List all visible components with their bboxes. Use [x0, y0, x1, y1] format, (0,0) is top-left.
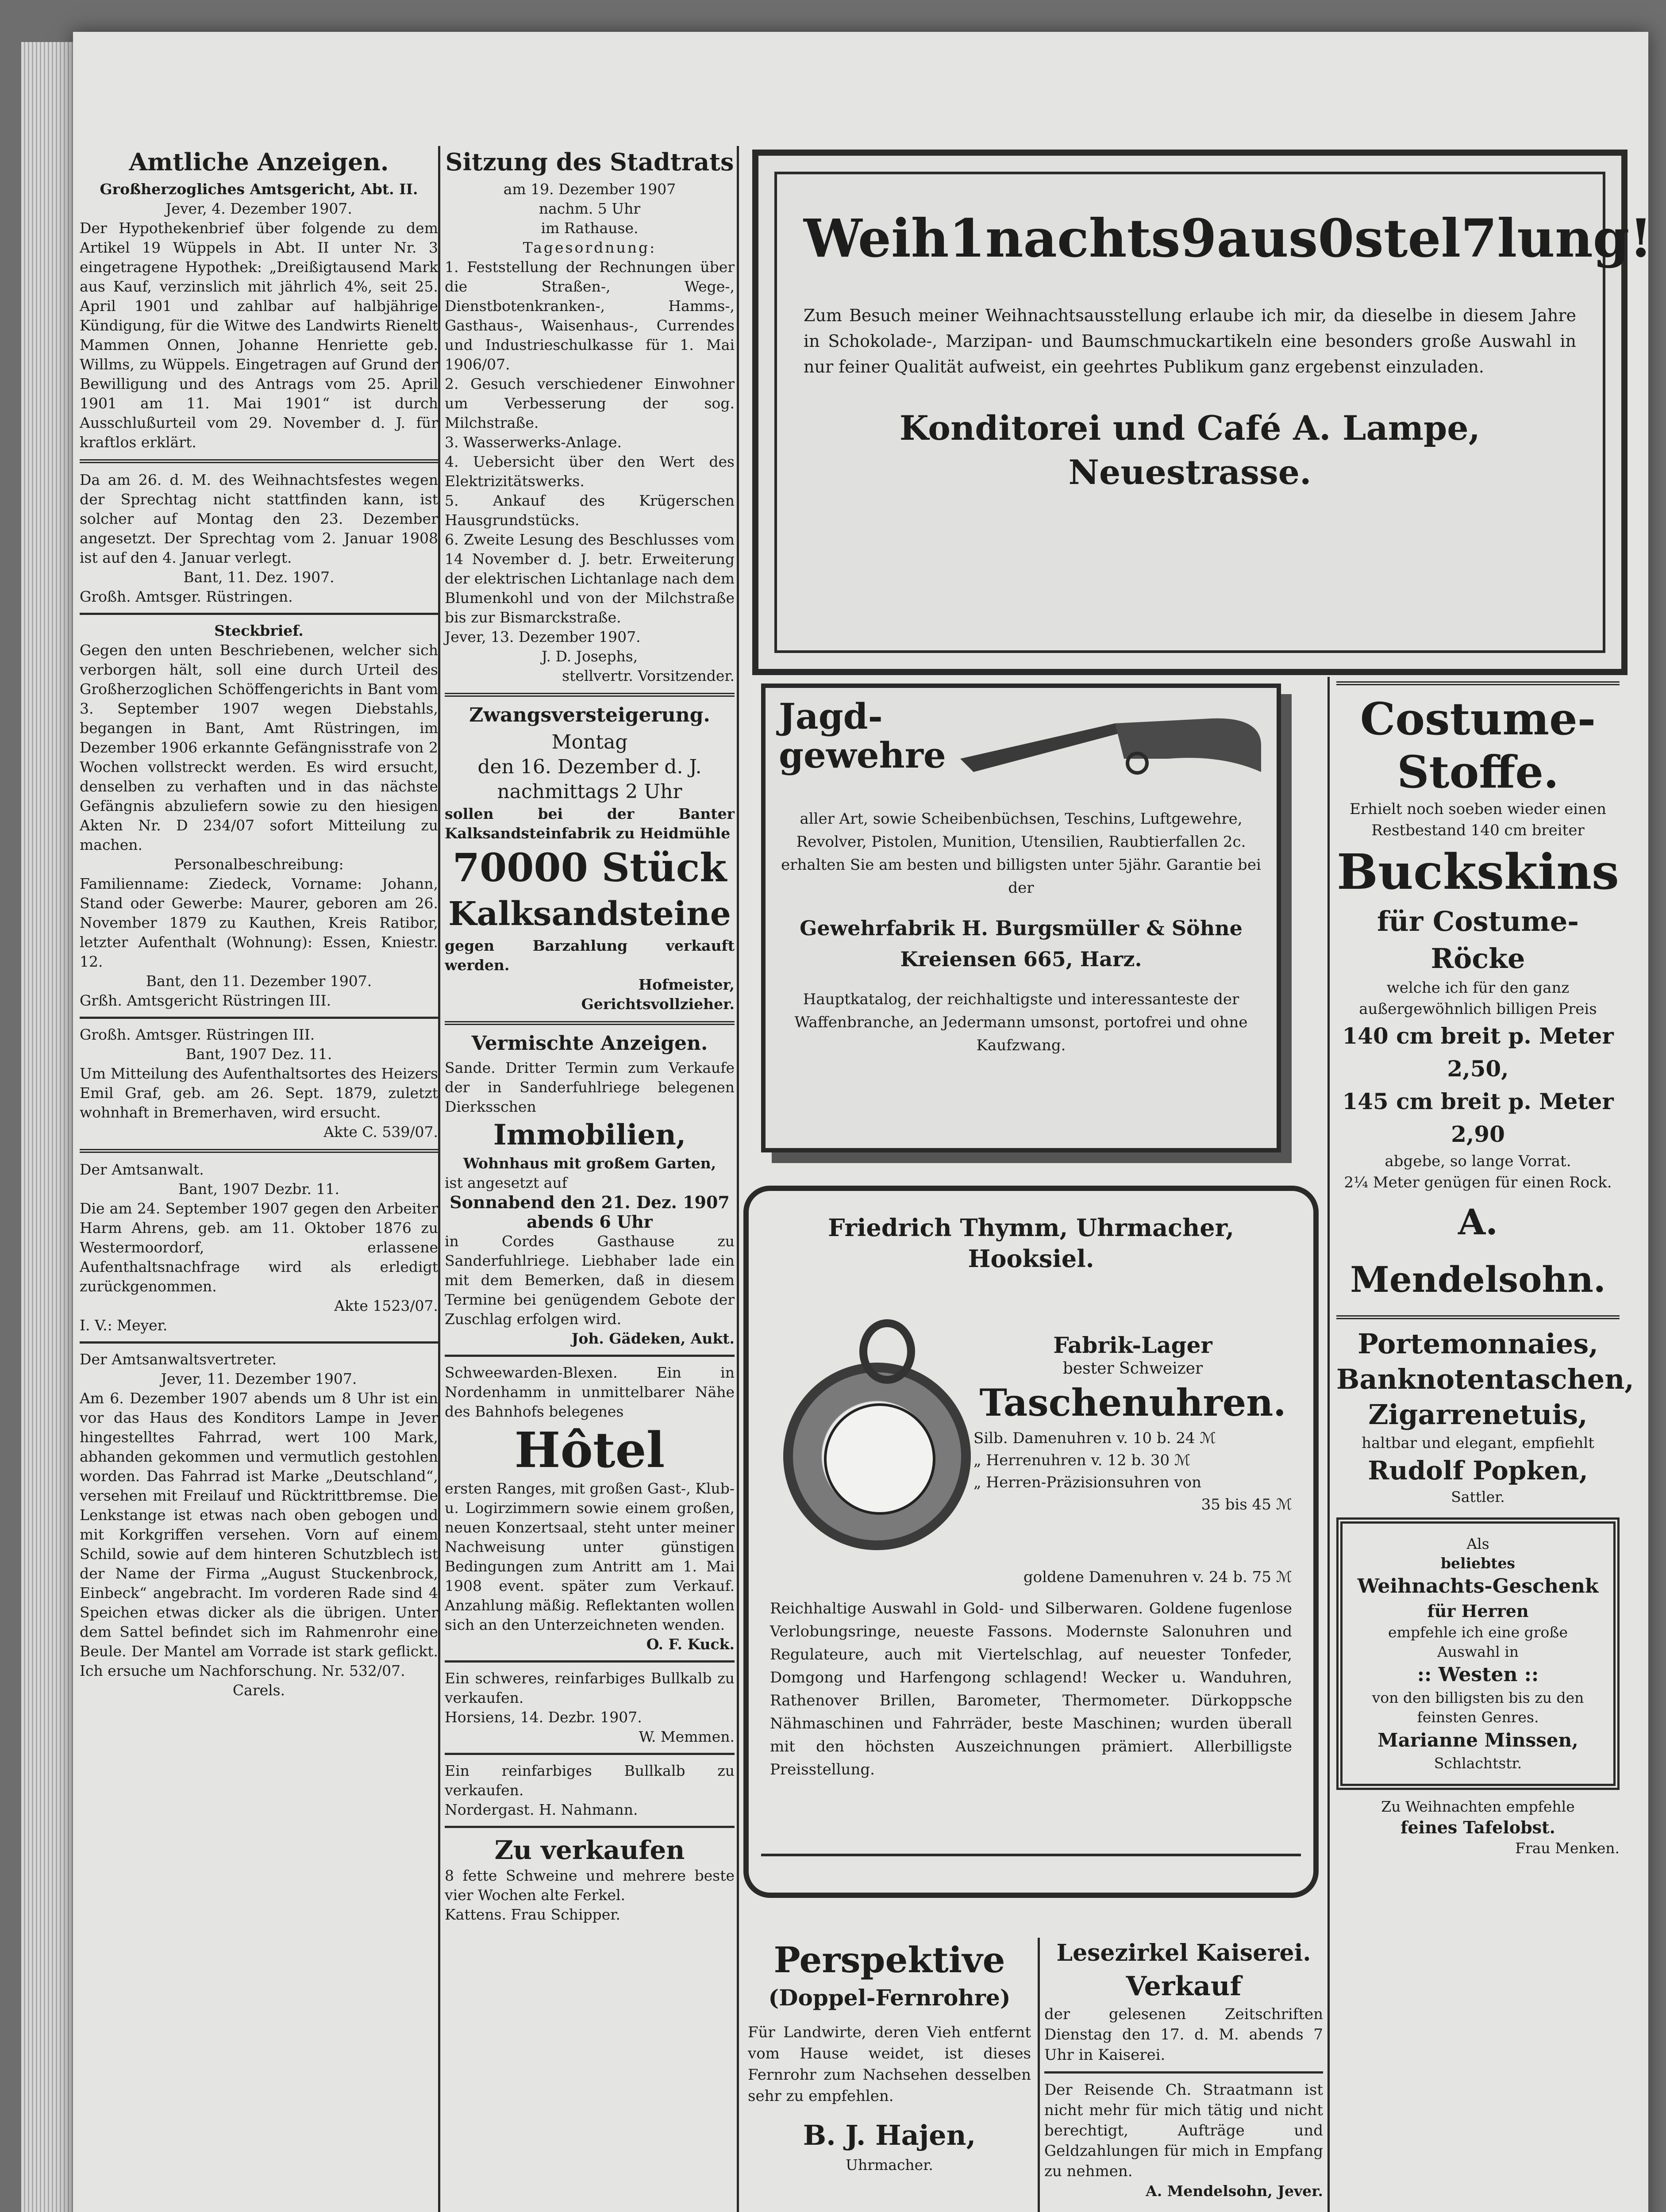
notice-date: Jever, 4. Dezember 1907.: [165, 200, 352, 217]
divider: [80, 1341, 438, 1344]
costume-title2: Stoffe.: [1397, 746, 1559, 798]
vest-w9: Schlachtstr.: [1434, 1755, 1522, 1772]
vest-w4: für Herren: [1427, 1601, 1529, 1621]
ad-hunting-rifles: [761, 684, 1281, 1152]
hotel-text: Schweewarden-Blexen. Ein in Nordenhamm in unmittelbarer Nähe des Bahnhofs belegenes: [445, 1364, 735, 1420]
meeting-time: nachm. 5 Uhr: [539, 200, 641, 217]
vest-w7: von den billigsten bis zu den feinsten Genres.: [1372, 1689, 1584, 1726]
vest-w2: beliebtes: [1440, 1555, 1516, 1572]
pocket-watch-icon: [783, 1363, 971, 1550]
notice-date: Jever, 11. Dezember 1907.: [161, 1370, 357, 1387]
divider: [445, 693, 735, 697]
section-title-stadtrat: Sitzung des Stadtrats: [445, 148, 734, 176]
hunt-title-line1: Jagd-: [779, 695, 883, 737]
meeting-place: im Rathause.: [541, 219, 639, 237]
sale-sign: Kattens. Frau Schipper.: [445, 1906, 620, 1923]
column-rule-3: [1327, 677, 1330, 2212]
divider: [80, 1017, 438, 1019]
notice-sign: Carels.: [232, 1682, 285, 1699]
agenda-item: 4. Uebersicht über den Wert des Elektrizitätswerks.: [445, 453, 735, 490]
wallet-firm: Rudolf Popken,: [1368, 1455, 1588, 1486]
watch-price3: „ Herren-Präzisionsuhren von: [973, 1474, 1201, 1491]
hunt-firm: Gewehrfabrik H. Burgsmüller & Söhne: [800, 916, 1243, 940]
notice-text: Da am 26. d. M. des Weihnachtsfestes wegen der Sprechtag nicht stattfinden kann, ist solcher auf Montag den 23. Dezember angesetzt. Der Sprechtag vom 2. Januar 1908 ist auf den 4. Januar verlegt.: [80, 471, 438, 566]
wallet-title1: Portemonnaies,: [1358, 1328, 1598, 1360]
agenda-item: 5. Ankauf des Krügerschen Hausgrundstücks.: [445, 492, 735, 529]
notice-sign: Großh. Amtsger. Rüstringen.: [80, 588, 293, 605]
column-rule-1: [438, 146, 440, 2212]
watch-offer: [973, 1332, 1292, 1516]
watch-big: Taschenuhren.: [979, 1381, 1286, 1425]
notice-text: Familienname: Ziedeck, Vorname: Johann, Stand oder Gewerbe: Maurer, geboren am 26. November 1879 zu Kauthen, Kreis Ratibor, letzter Aufenthalt (Wohnung): Essen, Kniestr. 12.: [80, 875, 438, 970]
persp-trade: Uhrmacher.: [846, 2156, 933, 2174]
divider: [1336, 1315, 1620, 1319]
auction-item: Kalksandsteine: [448, 895, 731, 933]
ad-watchmaker: [743, 1186, 1319, 1898]
column-rule-2: [737, 146, 739, 2212]
notice-date: Bant, 1907 Dez. 11.: [185, 1045, 332, 1063]
hunt-place: Kreiensen 665, Harz.: [900, 947, 1142, 971]
watch-face-icon: [824, 1403, 935, 1515]
watch-price5: goldene Damenuhren v. 24 b. 75 ℳ: [1023, 1568, 1292, 1586]
divider: [1044, 2071, 1323, 2074]
vest-w1: Als: [1466, 1535, 1489, 1552]
vest-w5: empfehle ich eine große Auswahl in: [1388, 1624, 1568, 1660]
auction-terms: gegen Barzahlung verkauft werden.: [445, 937, 735, 974]
watch-text: Reichhaltige Auswahl in Gold- und Silberwaren. Goldene fugenlose Verlobungsringe, neueste Fassons. Modernste Salonuhren und Regulateure, auch mit Viertelschlag, auf neuester Tonfeder, Domgong und Harfengong schlagend! Wecker u. Wanduhren, Rathenover Brillen, Barometer, Thermometer. Dürkoppsche Nähmaschinen und Fahrräder, beste Maschinen; wurden überall mit den höchsten Auszeichnungen prämiert. Allerbilligste Preisstellung.: [770, 1600, 1292, 1778]
persp-text: Für Landwirte, deren Vieh entfernt vom Hause weidet, ist dieses Fernrohr zum Nachsehen desselben sehr zu empfehlen.: [748, 2024, 1031, 2105]
column-council-and-misc: [445, 146, 735, 1924]
auction-sign-role: Gerichtsvollzieher.: [581, 995, 735, 1013]
divider: [445, 1660, 735, 1663]
lese-sub: Verkauf: [1126, 1971, 1242, 2002]
notice-sign: I. V.: Meyer.: [80, 1317, 168, 1334]
banner-firm: Konditorei und Café A. Lampe, Neuestrasse.: [899, 408, 1481, 492]
auction-quantity: 70000 Stück: [452, 845, 727, 891]
banner-title: Weih1nachts9aus0stel7lung!: [804, 207, 1653, 269]
agenda-item: 1. Feststellung der Rechnungen über die Straßen-, Wege-, Dienstbotenkranken-, Hamms-, Gasthaus-, Waisenhaus-, Currendes und Industrieschulkasse für 1. Mai 1906/07.: [445, 258, 735, 373]
sale-title: Zu verkaufen: [494, 1835, 685, 1865]
calf-text: Ein reinfarbiges Bullkalb zu verkaufen.: [445, 1762, 735, 1799]
watch-name: Friedrich Thymm, Uhrmacher,: [828, 1214, 1234, 1242]
fruit-sign: Frau Menken.: [1515, 1839, 1620, 1857]
meeting-sign-role: stellvertr. Vorsitzender.: [562, 667, 735, 684]
notice-subtitle: Personalbeschreibung:: [174, 856, 344, 873]
rifle-icon: [956, 706, 1266, 781]
divider: [445, 1021, 735, 1025]
watch-body: [770, 1566, 1292, 1781]
misc-sign: Joh. Gädeken, Aukt.: [571, 1330, 735, 1347]
watch-price1: Silb. Damenuhren v. 10 b. 24 ℳ: [973, 1429, 1216, 1447]
notice-text: Am 6. Dezember 1907 abends um 8 Uhr ist ein vor das Haus des Konditors Lampe in Jever hingestelltes Fahrrad, wert 100 Mark, abhanden gekommen und vermutlich gestohlen worden. Das Fahrrad ist Marke „Deutschland“, versehen mit Freilauf und Rücktrittbremse. Die Lenkstange ist etwas nach oben gebogen und mit Korkgriffen versehen. Vorn auf einem Schild, sowie auf dem hinteren Schutzblech ist der Name der Firma „August Stuckenbrock, Einbeck“ angebracht. Im vorderen Rade sind 4 Speichen etwas dicker als die übrigen. Unter dem Sattel befindet sich im Rahmenrohr eine Beule. Der Mantel am Vorrade ist stark geflickt. Ich ersuche um Nachforschung. Nr. 532/07.: [80, 1390, 438, 1679]
price-line-2: 145 cm breit p. Meter 2,90: [1342, 1088, 1614, 1147]
notice-date: Bant, 11. Dez. 1907.: [183, 568, 335, 586]
watch-price2: „ Herrenuhren v. 12 b. 30 ℳ: [973, 1452, 1191, 1469]
meeting-sign: J. D. Josephs,: [541, 648, 638, 665]
wallet-text: haltbar und elegant, empfiehlt: [1362, 1434, 1594, 1452]
hotel-text: ersten Ranges, mit großen Gast-, Klub- u. Logirzimmern sowie einem großen, neuen Konzertsaal, steht unter meiner Nachweisung unter günstigen Bedingungen zum Antritt am 1. Mai 1908 event. später zum Verkauf. Anzahlung mäßig. Reflektanten wollen sich an den Unterzeichneten wenden.: [445, 1480, 735, 1633]
ad-perspective: [748, 1938, 1031, 2175]
hunt-body: [779, 807, 1263, 1057]
notice-head: Großh. Amtsger. Rüstringen III.: [80, 1026, 315, 1043]
vest-w3: Weihnachts-Geschenk: [1357, 1575, 1599, 1598]
lese-text2: Der Reisende Ch. Straatmann ist nicht mehr für mich tätig und nicht berechtigt, Aufträge und Geldzahlungen für mich in Empfang zu nehmen.: [1044, 2081, 1323, 2180]
notice-head: Großherzogliches Amtsgericht, Abt. II.: [100, 180, 418, 198]
misc-text: Sande. Dritter Termin zum Verkaufe der in Sanderfuhlriege belegenen Dierksschen: [445, 1059, 735, 1115]
notice-title: Steckbrief.: [214, 622, 304, 639]
divider: [445, 1355, 735, 1357]
divider: [445, 1826, 735, 1828]
notice-sign: Grßh. Amtsgericht Rüstringen III.: [80, 992, 331, 1009]
roecke-text2: abgebe, so lange Vorrat.: [1385, 1152, 1571, 1170]
hotel-big: Hôtel: [514, 1421, 665, 1479]
lese-text: der gelesenen Zeitschriften Dienstag den 17. d. M. abends 7 Uhr in Kaiserei.: [1044, 2005, 1323, 2064]
divider: [445, 1753, 735, 1755]
watch-ring-icon: [859, 1319, 915, 1384]
agenda-title: Tagesordnung:: [523, 239, 657, 256]
meeting-date: am 19. Dezember 1907: [503, 180, 676, 198]
watch-l1: Fabrik-Lager: [1053, 1332, 1212, 1358]
sale-text: 8 fette Schweine und mehrere beste vier Wochen alte Ferkel.: [445, 1867, 735, 1904]
persp-sub: (Doppel-Fernrohre): [768, 1985, 1011, 2011]
hotel-sign: O. F. Kuck.: [646, 1636, 735, 1653]
calf-sign: W. Memmen.: [639, 1728, 735, 1745]
divider: [1336, 681, 1620, 685]
auction-text: sollen bei der Banter Kalksandsteinfabrik zu Heidmühle: [445, 805, 735, 842]
ad-christmas-exhibition: [752, 150, 1653, 675]
divider: [80, 613, 438, 615]
auction-time: nachmittags 2 Uhr: [497, 780, 682, 803]
divider: [80, 1149, 438, 1153]
calf-sign: Nordergast. H. Nahmann.: [445, 1801, 638, 1818]
buckskins-title: Buckskins: [1337, 843, 1619, 900]
persp-title: Perspektive: [773, 1939, 1005, 1981]
roecke-text3: 2¼ Meter genügen für einen Rock.: [1344, 1174, 1612, 1191]
wallet-title3: Zigarrenetuis,: [1368, 1398, 1588, 1431]
fruit-text2: feines Tafelobst.: [1401, 1817, 1555, 1837]
section-title-amtliche: Amtliche Anzeigen.: [129, 148, 389, 176]
misc-text: in Cordes Gasthause zu Sanderfuhlriege. Liebhaber lade ein mit dem Bemerken, daß in diesem Termine bei genügendem Gebote der Zuschlag erfolgen wird.: [445, 1233, 735, 1328]
auction-title: Zwangsversteigerung.: [469, 704, 710, 726]
fruit-text1: Zu Weihnachten empfehle: [1381, 1798, 1575, 1815]
notice-head: Der Amtsanwalt.: [80, 1161, 204, 1178]
ad-reading-circle: [1044, 1938, 1323, 2201]
agenda-item: 3. Wasserwerks-Anlage.: [445, 434, 622, 451]
hunt-title-line2: gewehre: [779, 734, 946, 776]
persp-firm: B. J. Hajen,: [803, 2119, 976, 2151]
banner-text: Zum Besuch meiner Weihnachtsausstellung erlaube ich mir, da dieselbe in diesem Jahre in Schokolade-, Marzipan- und Baumschmuckartikeln eine besonders große Auswahl in nur feiner Qualität aufweist, ein geehrtes Publikum ganz ergebenst einzuladen.: [804, 306, 1576, 376]
notice-text: Um Mitteilung des Aufenthaltsortes des Heizers Emil Graf, geb. am 26. Sept. 1879, zuletzt wohnhaft in Bremerhaven, wird ersucht.: [80, 1065, 438, 1121]
notice-date: Bant, den 11. Dezember 1907.: [146, 972, 372, 990]
misc-date: Sonnabend den 21. Dez. 1907: [450, 1192, 730, 1212]
wallet-trade: Sattler.: [1451, 1488, 1505, 1505]
divider: [80, 459, 438, 463]
lese-sign: A. Mendelsohn, Jever.: [1146, 2182, 1323, 2200]
agenda-item: 6. Zweite Lesung des Beschlusses vom 14 November d. J. betr. Erweiterung der elektrischen Lichtanlage nach dem Blumenkohl und von der Milchstraße bis zur Bismarckstraße.: [445, 531, 735, 626]
misc-big: Immobilien,: [493, 1118, 686, 1152]
misc-time: abends 6 Uhr: [527, 1212, 653, 1232]
vest-w6: :: Westen ::: [1417, 1663, 1539, 1686]
meeting-sign-date: Jever, 13. Dezember 1907.: [445, 628, 641, 645]
ornamental-frame: [743, 1186, 1319, 1898]
hunt-text: aller Art, sowie Scheibenbüchsen, Teschins, Luftgewehre, Revolver, Pistolen, Munition, Utensilien, Raubtierfallen 2c. erhalten Sie am besten und billigsten unter 5jähr. Garantie bei der: [781, 810, 1261, 897]
hunt-title: [779, 697, 946, 775]
notice-text: Gegen den unten Beschriebenen, welcher sich verborgen hält, soll eine durch Urteil des Großherzoglichen Schöffengerichts in Bant vom 3. September 1907 wegen Diebstahls, begangen in Bant, Amt Rüstringen, im Dezember 1906 erkannte Gefängnisstrafe von 2 Wochen vollstreckt werden. Es wird ersucht, denselben zu verhaften und in das nächste Gefängnis abzuliefern sowie zu den hiesigen Akten Nr. D 234/07 sofort Mitteilung zu machen.: [80, 641, 438, 853]
notice-ref: Akte C. 539/07.: [323, 1123, 438, 1141]
watch-l2: bester Schweizer: [1062, 1359, 1203, 1378]
lese-title: Lesezirkel Kaiserei.: [1056, 1939, 1311, 1966]
notice-ref: Akte 1523/07.: [334, 1297, 438, 1314]
notice-date: Bant, 1907 Dezbr. 11.: [178, 1180, 339, 1198]
ad-costume-fabrics: [1336, 681, 1634, 1858]
costume-text: Erhielt noch soeben wieder einen Restbestand 140 cm breiter: [1349, 800, 1606, 839]
calf-text: Ein schweres, reinfarbiges Bullkalb zu verkaufen.: [445, 1670, 735, 1706]
auction-sign: Hofmeister,: [638, 976, 735, 993]
roecke-title: für Costume-Röcke: [1377, 905, 1579, 975]
ornament-bottom: [761, 1854, 1301, 1863]
vest-ad-frame: [1336, 1517, 1620, 1790]
column-rule-4: [1038, 1938, 1040, 2212]
column-official-notices: [80, 146, 438, 1700]
auction-day: Montag: [551, 731, 628, 753]
watch-header: [770, 1212, 1292, 1274]
misc-sub: Wohnhaus mit großem Garten,: [463, 1155, 716, 1172]
notice-head: Der Amtsanwaltsvertreter.: [80, 1351, 277, 1368]
hunt-footer: Hauptkatalog, der reichhaltigste und interessanteste der Waffenbranche, an Jedermann umsonst, portofrei und ohne Kaufzwang.: [794, 991, 1248, 1054]
price-line-1: 140 cm breit p. Meter 2,50,: [1342, 1023, 1614, 1082]
notice-text: Der Hypothekenbrief über folgende zu dem Artikel 19 Wüppels in Abt. II unter Nr. 3 eingetragene Hypothek: „Dreißigtausend Mark aus Kauf, verzinslich mit jährlich 4%, seit 25. April 1901 und zahlbar auf halbjährige Kündigung, für die Witwe des Landwirts Rienelt Mammen Onnen, Johanne Henriette geb. Willms, zu Wüppels. Eingetragen auf Grund der Bewilligung und des Antrags vom 25. April 1901 am 11. Mai 1901“ ist durch Ausschlußurteil vom 29. November d. J. für kraftlos erklärt.: [80, 219, 438, 451]
misc-title: Vermischte Anzeigen.: [471, 1032, 708, 1055]
agenda-item: 2. Gesuch verschiedener Einwohner um Verbesserung der sog. Milchstraße.: [445, 375, 735, 431]
calf-date: Horsiens, 14. Dezbr. 1907.: [445, 1709, 642, 1726]
vest-w8: Marianne Minssen,: [1377, 1729, 1578, 1751]
watch-place: Hooksiel.: [968, 1244, 1094, 1273]
wallet-title2: Banknotentaschen,: [1336, 1363, 1634, 1395]
roecke-text: welche ich für den ganz außergewöhnlich billigen Preis: [1359, 979, 1597, 1018]
costume-title1: Costume-: [1360, 693, 1596, 745]
auction-date: den 16. Dezember d. J.: [477, 756, 702, 778]
watch-price4: 35 bis 45 ℳ: [1201, 1496, 1292, 1513]
mendelsohn-firm: A. Mendelsohn.: [1350, 1201, 1606, 1300]
notice-text: Die am 24. September 1907 gegen den Arbeiter Harm Ahrens, geb. am 11. Oktober 1876 zu Westermoordorf, erlassene Aufenthaltsnachfrage wird als erledigt zurückgenommen.: [80, 1200, 438, 1295]
misc-text: ist angesetzt auf: [445, 1174, 567, 1191]
